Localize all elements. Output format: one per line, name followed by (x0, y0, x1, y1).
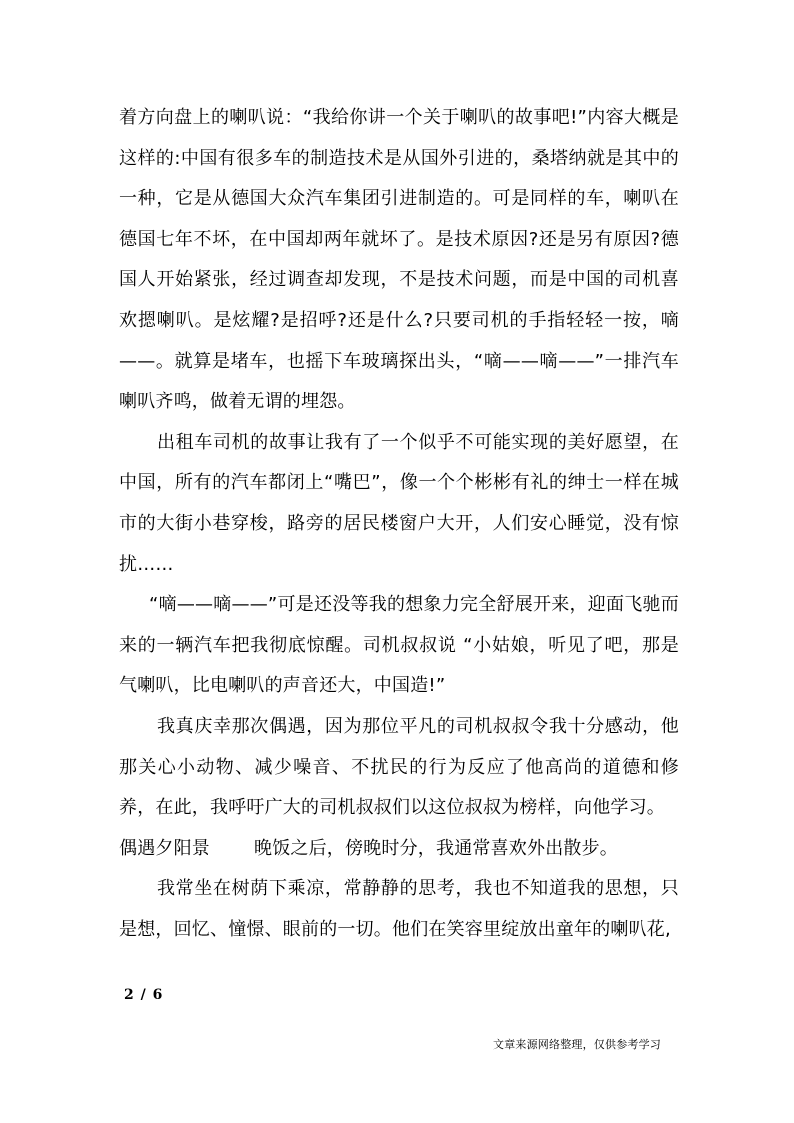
source-note: 文章来源网络整理，仅供参考学习 (493, 1038, 661, 1051)
heading-line (119, 829, 679, 870)
page-number: 2 / 6 (124, 987, 164, 1003)
paragraph-awakened: “嘀——嘀——”可是还没等我的想象力完全舒展开来，迎面飞驰而来的一辆汽车把我彻底惊醒。司机叔叔说 “小姑娘，听见了吧，那是气喇叭，比电喇叭的声音还大，中国造!” (119, 594, 679, 697)
heading-line-text: 晚饭之后，傍晚时分，我通常喜欢外出散步。 (254, 837, 618, 859)
document-body (119, 98, 679, 950)
paragraph-gratitude: 我真庆幸那次偶遇，因为那位平凡的司机叔叔令我十分感动，他那关心小动物、减少噪音、不扰民的行为反应了他高尚的道德和修养，在此，我呼吁广大的司机叔叔们以这位叔叔为榜样，向他学习。 (119, 715, 679, 819)
paragraph-reflection: 我常坐在树荫下乘凉，常静静的思考，我也不知道我的思想，只是想，回忆、憧憬、眼前的一切。他们在笑容里绽放出童年的喇叭花, (119, 878, 679, 940)
section-title: 偶遇夕阳景 (119, 837, 210, 859)
paragraph-horn-story: 着方向盘上的喇叭说：“我给你讲一个关于喇叭的故事吧!”内容大概是这样的:中国有很多车的制造技术是从国外引进的，桑塔纳就是其中的一种，它是从德国大众汽车集团引进制造的。可是同样的车，喇叭在德国七年不坏，在中国却两年就坏了。是技术原因?还是另有原因?德国人开始紧张，经过调查却发现，不是技术问题，而是中国的司机喜欢摁喇叭。是炫耀?是招呼?还是什么?只要司机的手指轻轻一按，嘀——。就算是堵车，也摇下车玻璃探出头，“嘀——嘀——”一排汽车喇叭齐鸣，做着无谓的埋怨。 (119, 107, 679, 413)
paragraph-wish: 出租车司机的故事让我有了一个似乎不可能实现的美好愿望，在中国，所有的汽车都闭上“嘴巴”，像一个个彬彬有礼的绅士一样在城市的大街小巷穿梭，路旁的居民楼窗户大开，人们安心睡觉，没有惊扰…… (119, 431, 679, 575)
